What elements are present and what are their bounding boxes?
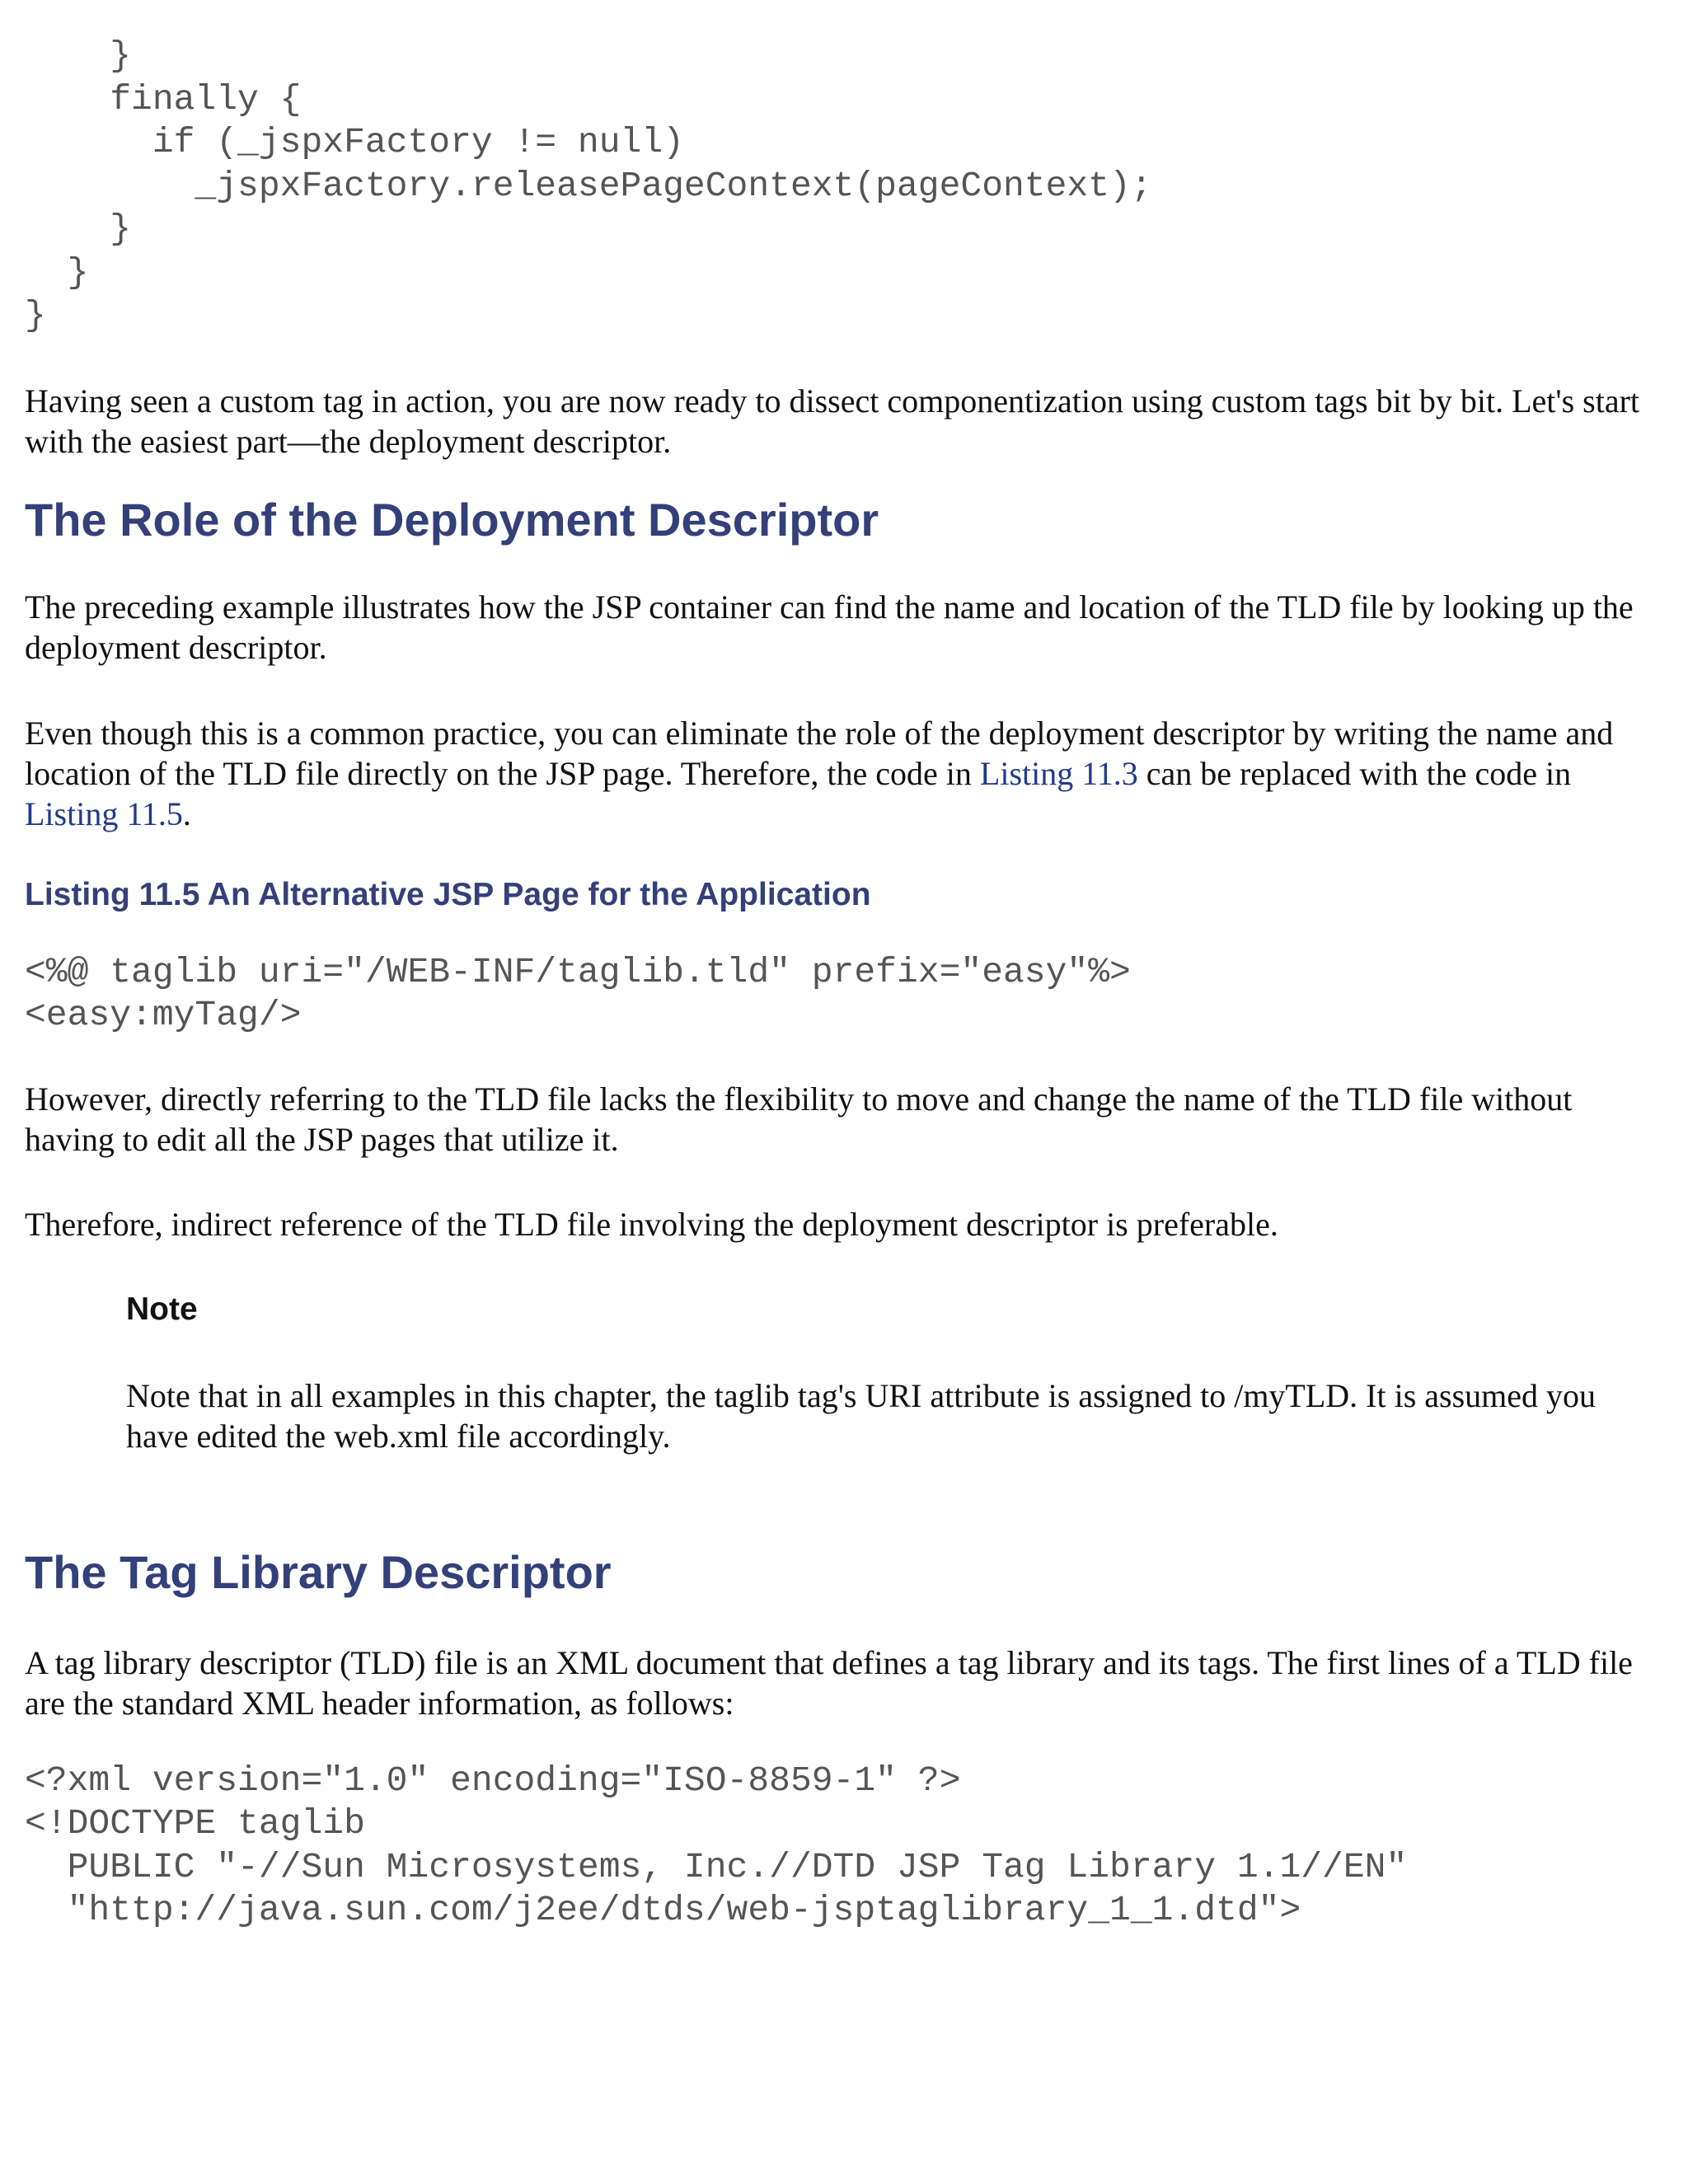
- code-line: _jspxFactory.releasePageContext(pageContext);: [25, 165, 1152, 206]
- paragraph-flexibility: However, directly referring to the TLD file lacks the flexibility to move and change the name of the TLD file without having to edit all the JSP pages that utilize it.: [25, 1080, 1573, 1158]
- code-line: "http://java.sun.com/j2ee/dtds/web-jsptaglibrary_1_1.dtd">: [25, 1890, 1301, 1930]
- code-line: }: [25, 251, 89, 293]
- code-block-finally: [25, 35, 1665, 338]
- section-heading-tag-library-descriptor: The Tag Library Descriptor: [25, 1545, 612, 1598]
- code-line: <easy:myTag/>: [25, 995, 302, 1035]
- code-line: }: [25, 35, 132, 76]
- code-line: <?xml version="1.0" encoding="ISO-8859-1" ?>: [25, 1760, 961, 1801]
- paragraph-text: .: [182, 794, 191, 832]
- document-page: [25, 35, 1665, 1933]
- listing-11-5-link[interactable]: Listing 11.5: [25, 794, 183, 832]
- code-line: PUBLIC "-//Sun Microsystems, Inc.//DTD JSP Tag Library 1.1//EN": [25, 1846, 1408, 1887]
- code-line: finally {: [25, 78, 302, 120]
- paragraph-text: can be replaced with the code in: [1137, 754, 1572, 792]
- code-line: if (_jspxFactory != null): [25, 122, 684, 162]
- paragraph-indirect-reference: Therefore, indirect reference of the TLD file involving the deployment descriptor is preferable.: [25, 1205, 1278, 1243]
- code-line: }: [25, 295, 46, 335]
- code-block-xml-header: [25, 1760, 1665, 1933]
- paragraph-text: Even though this is a common practice, you can eliminate the role of the deployment descriptor by writing the name and location of the TLD file directly on the JSP page. Therefore, the code in: [25, 714, 1614, 792]
- listing-title: Listing 11.5 An Alternative JSP Page for the Application: [25, 876, 871, 912]
- note-block: [126, 1290, 1665, 1456]
- code-line: <!DOCTYPE taglib: [25, 1803, 365, 1844]
- intro-paragraph: Having seen a custom tag in action, you are now ready to dissect componentization using custom tags bit by bit. Let's start with the easiest part—the deployment descriptor.: [25, 382, 1640, 460]
- paragraph-tld-definition: A tag library descriptor (TLD) file is an XML document that defines a tag library and its tags. The first lines of a TLD file are the standard XML header information, as follows:: [25, 1643, 1633, 1722]
- code-block-alternative-jsp: [25, 951, 1665, 1038]
- code-line: }: [25, 209, 132, 249]
- note-text: Note that in all examples in this chapter, the taglib tag's URI attribute is assigned to /myTLD. It is assumed you have edited the web.xml file accordingly.: [126, 1376, 1597, 1455]
- section-heading-deployment-descriptor: The Role of the Deployment Descriptor: [25, 493, 879, 546]
- listing-11-3-link[interactable]: Listing 11.3: [979, 754, 1138, 792]
- paragraph-container-lookup: The preceding example illustrates how the JSP container can find the name and location of the TLD file by looking up the deployment descriptor.: [25, 588, 1634, 666]
- paragraph-eliminate-descriptor: [25, 713, 1665, 834]
- code-line: <%@ taglib uri="/WEB-INF/taglib.tld" prefix="easy"%>: [25, 951, 1131, 992]
- note-title: Note: [126, 1291, 198, 1327]
